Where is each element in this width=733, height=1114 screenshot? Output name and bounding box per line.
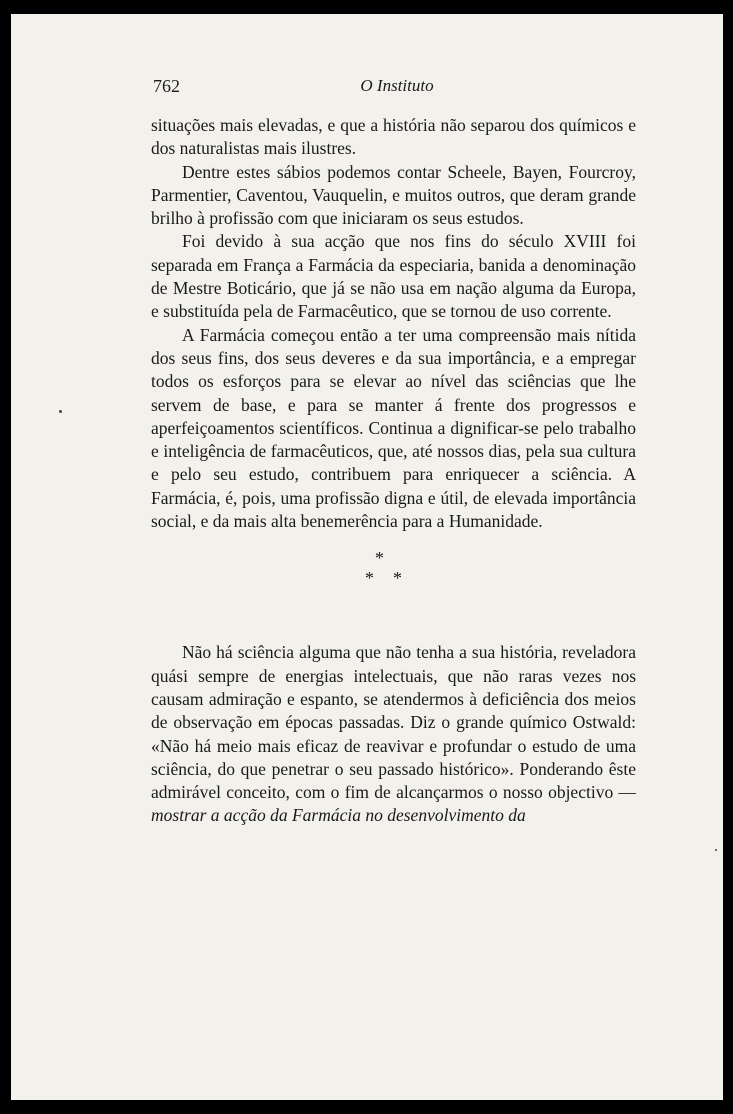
book-page <box>11 14 723 1100</box>
italic-phrase: mostrar a acção da Farmácia no desenvolvimento da <box>151 805 526 826</box>
section-asterism <box>151 547 636 629</box>
paragraph: A Farmácia começou então a ter uma compreensão mais nítida dos seus fins, dos seus deveres e da sua importância, e a empregar todos os esforços para se elevar ao nível das sciências que lhe servem de base, e para se manter á frente dos progressos e aperfeiçoamentos scientíficos. Continua a dignificar-se pelo trabalho e inteligência de farmacêuticos, que, até nossos dias, pela sua cultura e pelo seu estudo, contribuem para enriquecer a sciência. A Farmácia, é, pois, uma profissão digna e útil, de elevada importância social, e da mais alta benemerência para a Humanidade. <box>151 324 636 532</box>
paragraph-continued: situações mais elevadas, e que a história não separou dos químicos e dos naturalistas mais ilustres. <box>151 115 636 159</box>
paper-speck <box>59 410 62 413</box>
asterism-star: * <box>393 568 402 589</box>
asterism-star: * <box>365 568 374 589</box>
paragraph: Dentre estes sábios podemos contar Scheele, Bayen, Fourcroy, Parmentier, Caventou, Vauquelin, e muitos outros, que deram grande brilho à profissão com que iniciaram os seus estudos. <box>151 161 636 229</box>
paragraph: Foi devido à sua acção que nos fins do século XVIII foi separada em França a Farmácia da especiaria, banida a denominação de Mestre Boticário, que já se não usa em nação alguma da Europa, e substituída pela de Farmacêutico, que se tornou de uso corrente. <box>151 231 636 322</box>
page-number: 762 <box>153 76 180 96</box>
body-text <box>151 114 636 828</box>
running-head <box>153 72 641 102</box>
asterism-star: * <box>375 548 384 569</box>
paragraph <box>151 641 636 827</box>
paragraph-text: Não há sciência alguma que não tenha a sua história, reveladora quási sempre de energias intelectuais, que não raras vezes nos causam admiração e espanto, se atendermos à deficiência dos meios de observação em épocas passadas. Diz o grande químico Ostwald: «Não há meio mais eficaz de reavivar e profundar o estudo de uma sciência, do que penetrar o seu passado histórico». Ponderando êste admirável conceito, com o fim de alcançarmos o nosso objectivo — <box>151 642 636 803</box>
running-title: O Instituto <box>360 76 434 95</box>
paper-speck <box>715 849 717 851</box>
